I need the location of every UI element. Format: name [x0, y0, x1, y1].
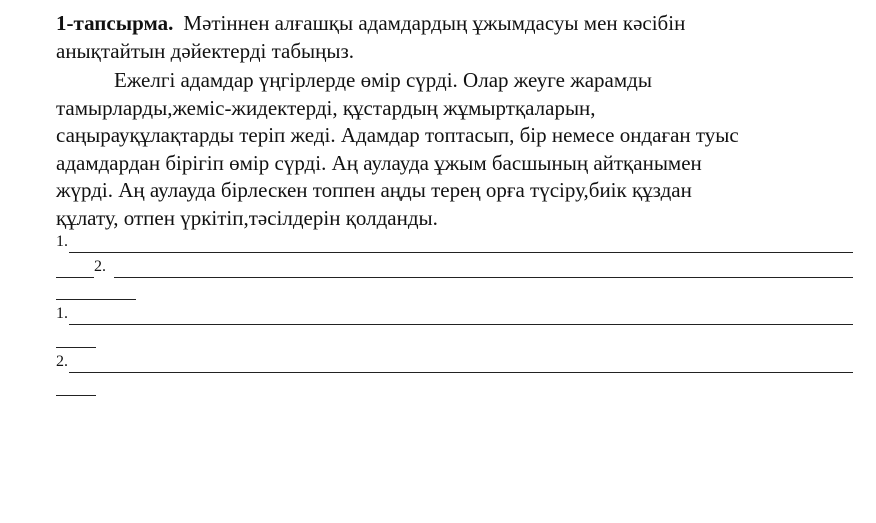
task-instruction-line2: анықтайтын дәйектерді табыңыз.	[56, 39, 355, 63]
answer-line-6[interactable]	[69, 372, 853, 373]
answer-number-4: 2.	[56, 353, 68, 370]
source-text-line: құлату, отпен үркітіп,тәсілдерін қолданды.	[56, 205, 438, 230]
source-text	[56, 67, 861, 233]
task-heading	[56, 9, 856, 65]
source-text-line: адамдардан бірігіп өмір сүрді. Аң аулауда ұжым басшының айтқанымен	[56, 150, 702, 175]
source-text-line: саңырауқұлақтарды теріп жеді. Адамдар топтасып, бір немесе ондаған туыс	[56, 123, 739, 148]
answer-line-7[interactable]	[56, 395, 96, 396]
answer-line-2-prefix[interactable]	[56, 277, 94, 278]
answer-number-3: 1.	[56, 305, 68, 322]
answer-line-5[interactable]	[56, 347, 96, 348]
answer-number-2: 2.	[94, 258, 106, 275]
answer-line-4[interactable]	[69, 324, 853, 325]
source-text-line: жүрді. Аң аулауда бірлескен топпен аңды терең орға түсіру,биік құздан	[56, 178, 692, 203]
task-instruction-line1: Мәтіннен алғашқы адамдардың ұжымдасуы мен кәсібін	[183, 11, 686, 35]
source-text-line: тамырларды,жеміс-жидектерді, құстардың жұмыртқаларын,	[56, 95, 596, 120]
answer-line-1[interactable]	[69, 252, 853, 253]
answer-number-1: 1.	[56, 233, 68, 250]
answer-line-3[interactable]	[56, 299, 136, 300]
source-text-line: Ежелгі адамдар үңгірлерде өмір сүрді. Олар жеуге жарамды	[114, 68, 652, 92]
task-label: 1-тапсырма.	[56, 11, 174, 35]
answer-line-2[interactable]	[114, 277, 853, 278]
